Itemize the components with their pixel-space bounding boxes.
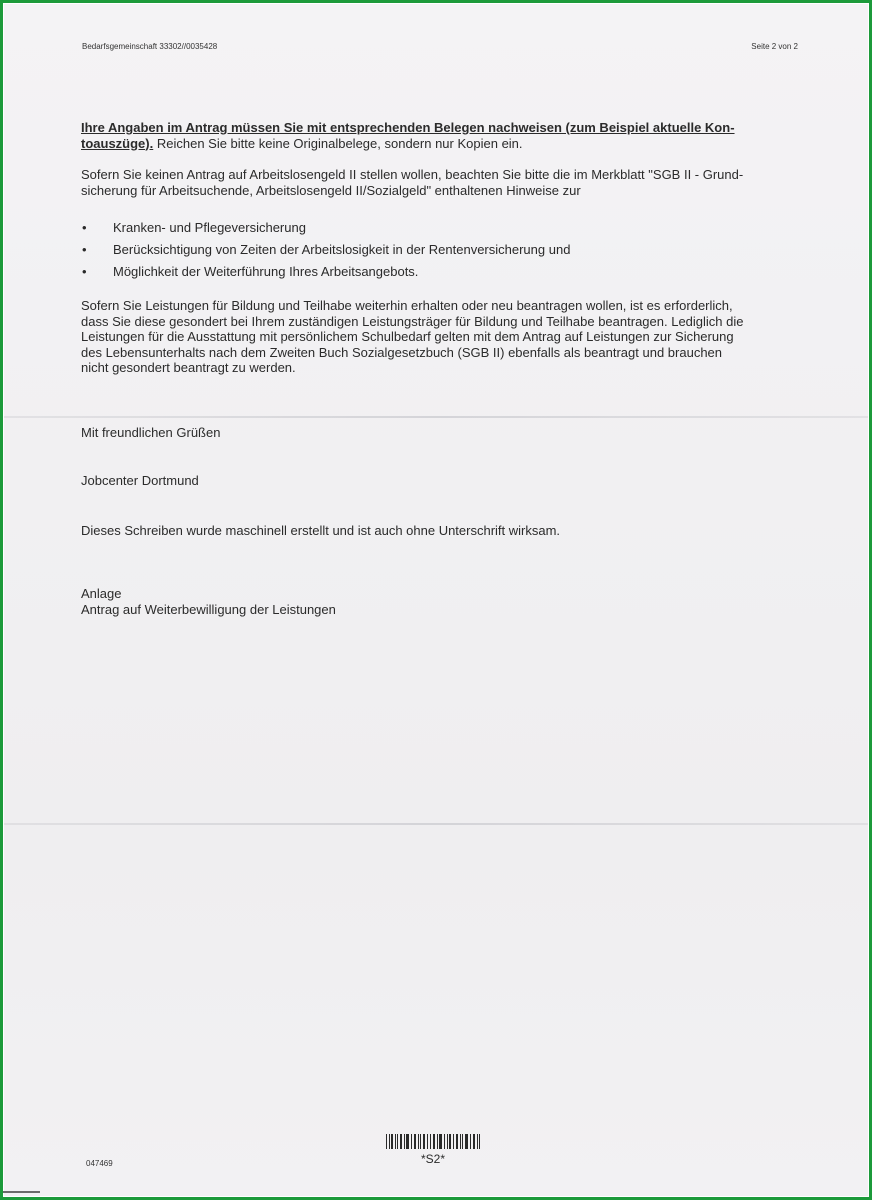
header-page-number: Seite 2 von 2	[751, 42, 798, 51]
sender-name: Jobcenter Dortmund	[81, 473, 199, 488]
bullet-icon: •	[82, 264, 87, 279]
list-item-text: Berücksichtigung von Zeiten der Arbeitslosigkeit in der Rentenversicherung und	[113, 242, 571, 257]
bullet-icon: •	[82, 242, 87, 257]
paragraph-line: des Lebensunterhalts nach dem Zweiten Buch Sozialgesetzbuch (SGB II) ebenfalls als beantragt und brauchen	[81, 344, 723, 360]
document-number: 047469	[86, 1159, 113, 1168]
paragraph-line: Sofern Sie Leistungen für Bildung und Teilhabe weiterhin erhalten oder neu beantragen wollen, ist es erforderlich,	[81, 298, 733, 313]
machine-generated-note: Dieses Schreiben wurde maschinell erstellt und ist auch ohne Unterschrift wirksam.	[81, 523, 561, 538]
emphasis-text: Ihre Angaben im Antrag müssen Sie mit entsprechenden Belegen nachweisen (zum Beispiel aktuelle Kon-	[81, 120, 735, 135]
paragraph-line: Sofern Sie keinen Antrag auf Arbeitslosengeld II stellen wollen, beachten Sie bitte die im Merkblatt "SGB II - Grund-	[81, 167, 744, 182]
paragraph-text: Reichen Sie bitte keine Originalbelege, sondern nur Kopien ein.	[153, 135, 523, 151]
emphasis-text: toauszüge).	[81, 135, 154, 151]
paragraph-line: Leistungen für die Ausstattung mit persönlichem Schulbedarf gelten mit dem Antrag auf Leistungen zur Sicherung	[81, 329, 734, 344]
paragraph-line: dass Sie diese gesondert bei Ihrem zuständigen Leistungsträger für Bildung und Teilhabe beantragen. Lediglich die	[81, 313, 744, 329]
closing-greeting: Mit freundlichen Grüßen	[81, 425, 221, 440]
barcode-label: *S2*	[420, 1152, 446, 1166]
paragraph-line: nicht gesondert beantragt zu werden.	[81, 360, 296, 375]
attachment-label: Anlage	[81, 586, 122, 601]
list-item-text: Kranken- und Pflegeversicherung	[113, 220, 306, 235]
list-item-text: Möglichkeit der Weiterführung Ihres Arbeitsangebots.	[113, 264, 419, 279]
bullet-icon: •	[82, 220, 87, 235]
paragraph-line: sicherung für Arbeitsuchende, Arbeitslosengeld II/Sozialgeld" enthaltenen Hinweise zur	[81, 182, 581, 198]
attachment-item: Antrag auf Weiterbewilligung der Leistungen	[81, 602, 336, 617]
header-reference: Bedarfsgemeinschaft 33302//0035428	[82, 42, 218, 51]
